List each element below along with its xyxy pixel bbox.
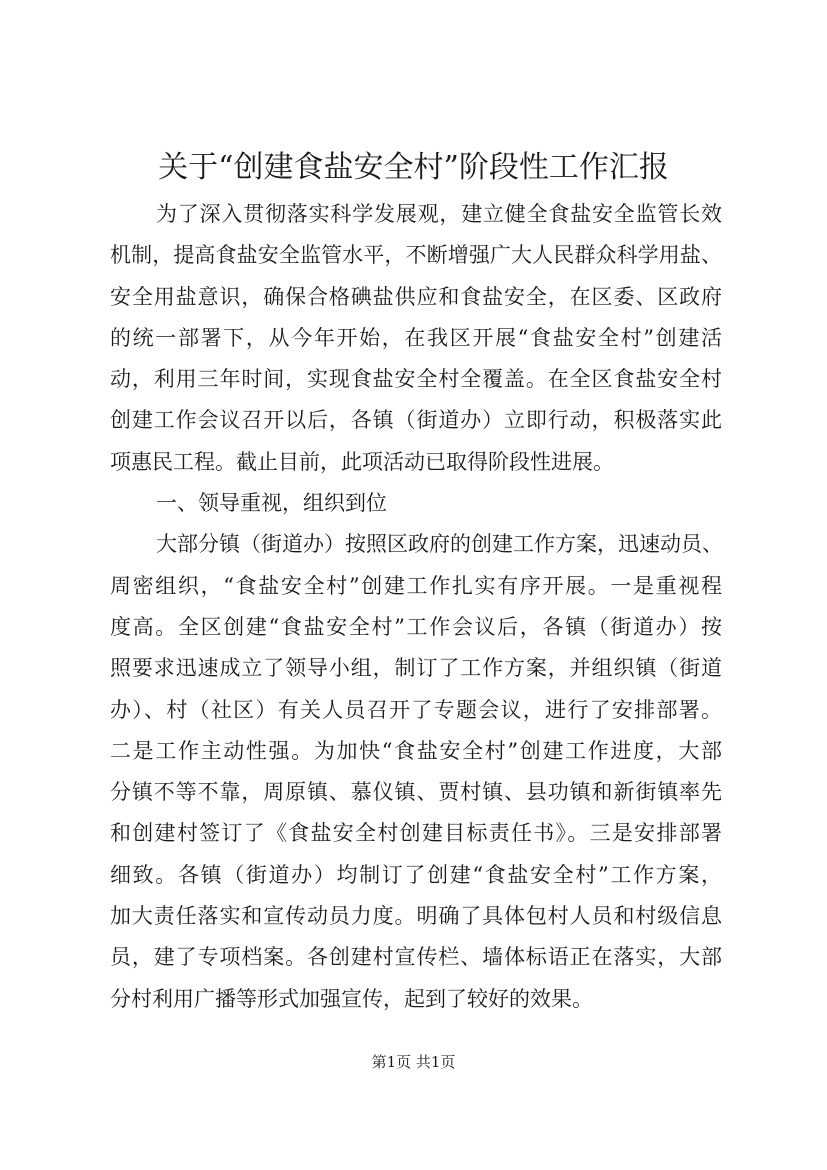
paragraph-line: 动，利用三年时间，实现食盐安全村全覆盖。在全区食盐安全村 bbox=[110, 367, 722, 392]
paragraph-line: 安全用盐意识，确保合格碘盐供应和食盐安全，在区委、区政府 bbox=[110, 284, 722, 309]
paragraph-line: 员，建了专项档案。各创建村宣传栏、墙体标语正在落实，大部 bbox=[110, 945, 722, 970]
paragraph-line: 度高。全区创建“食盐安全村”工作会议后，各镇（街道办）按 bbox=[110, 614, 722, 639]
paragraph-line: 创建工作会议召开以后，各镇（街道办）立即行动，积极落实此 bbox=[110, 408, 722, 433]
paragraph-line: 加大责任落实和宣传动员力度。明确了具体包村人员和村级信息 bbox=[110, 904, 722, 929]
document-body bbox=[110, 194, 722, 1020]
paragraph-line: 分村利用广播等形式加强宣传，起到了较好的效果。 bbox=[110, 986, 593, 1011]
paragraph-line: 分镇不等不靠，周原镇、慕仪镇、贾村镇、县功镇和新街镇率先 bbox=[110, 780, 722, 805]
paragraph-line: 细致。各镇（街道办）均制订了创建“食盐安全村”工作方案， bbox=[110, 862, 722, 887]
page-footer: 第1页 共1页 bbox=[371, 1053, 456, 1071]
paragraph-line: 的统一部署下，从今年开始，在我区开展“食盐安全村”创建活 bbox=[110, 325, 722, 350]
paragraph-line: 周密组织，“食盐安全村”创建工作扎实有序开展。一是重视程 bbox=[110, 573, 722, 598]
paragraph-line: 照要求迅速成立了领导小组，制订了工作方案，并组织镇（街道 bbox=[110, 656, 722, 681]
document-title: 关于“创建食盐安全村”阶段性工作汇报 bbox=[158, 150, 669, 185]
paragraph-line: 为了深入贯彻落实科学发展观，建立健全食盐安全监管长效 bbox=[156, 202, 722, 226]
section-heading: 一、领导重视，组织到位 bbox=[156, 491, 387, 516]
paragraph-line: 项惠民工程。截止目前，此项活动已取得阶段性进展。 bbox=[110, 449, 614, 474]
paragraph-line: 大部分镇（街道办）按照区政府的创建工作方案，迅速动员、 bbox=[156, 532, 723, 557]
paragraph-line: 办）、村（社区）有关人员召开了专题会议，进行了安排部署。 bbox=[110, 697, 722, 722]
paragraph-line: 和创建村签订了《食盐安全村创建目标责任书》。三是安排部署 bbox=[110, 821, 722, 846]
paragraph-line: 二是工作主动性强。为加快“食盐安全村”创建工作进度，大部 bbox=[110, 738, 722, 763]
paragraph-line: 机制，提高食盐安全监管水平，不断增强广大人民群众科学用盐、 bbox=[110, 243, 722, 268]
